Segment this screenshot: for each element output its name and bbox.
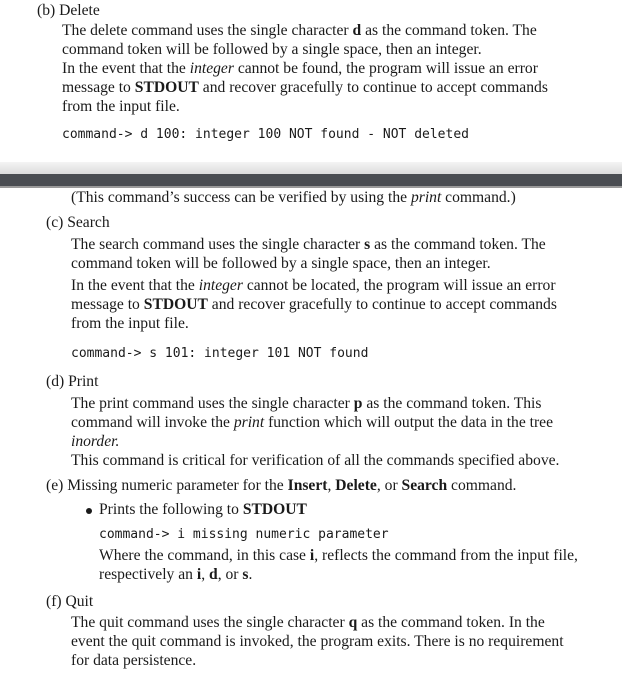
page-divider-shade [0,162,622,174]
section-b-heading: (b) Delete [37,2,100,19]
section-d-line1: The print command uses the single character p as the command token. This [71,395,542,412]
section-f-line3: for data persistence. [71,652,197,669]
section-c-para1-line1: The search command uses the single character s as the command token. The [71,236,546,253]
section-f-heading: (f) Quit [46,593,94,610]
section-b-para2-line1: In the event that the integer cannot be found, the program will issue an error [62,60,538,77]
section-e-line2: respectively an i, d, or s. [99,566,253,583]
section-b-para1-line1: The delete command uses the single character d as the command token. The [62,22,537,39]
section-f-line2: event the quit command is invoked, the program exits. There is no requirement [71,633,564,650]
section-e-bullet-text: Prints the following to STDOUT [99,501,307,518]
page-divider-edge [0,186,622,188]
section-b-para2-line2: message to STDOUT and recover gracefully to continue to accept commands [62,79,548,96]
section-b-para2-line3: from the input file. [62,98,180,115]
section-f-line1: The quit command uses the single character q as the command token. In the [71,614,545,631]
section-c-heading: (c) Search [46,214,110,231]
page-divider-bar [0,174,622,186]
section-b-code: command-> d 100: integer 100 NOT found - NOT deleted [62,127,469,142]
verify-note: (This command’s success can be verified by using the print command.) [71,189,516,206]
bullet-dot [86,508,92,514]
section-d-line4: This command is critical for verification of all the commands specified above. [71,452,560,469]
section-e-heading: (e) Missing numeric parameter for the Insert, Delete, or Search command. [46,477,517,494]
section-c-para1-line2: command token will be followed by a single space, then an integer. [71,255,491,272]
section-c-para2-line2: message to STDOUT and recover gracefully to continue to accept commands [71,296,557,313]
section-c-para2-line1: In the event that the integer cannot be located, the program will issue an error [71,277,556,294]
section-c-para2-line3: from the input file. [71,315,189,332]
section-e-line1: Where the command, in this case i, reflects the command from the input file, [99,547,578,564]
section-e-code: command-> i missing numeric parameter [99,527,389,542]
section-b-para1-line2: command token will be followed by a single space, then an integer. [62,41,482,58]
section-d-line2: command will invoke the print function which will output the data in the tree [71,414,554,431]
section-d-line3: inorder. [71,433,120,450]
section-c-code: command-> s 101: integer 101 NOT found [71,346,369,361]
section-d-heading: (d) Print [46,373,99,390]
